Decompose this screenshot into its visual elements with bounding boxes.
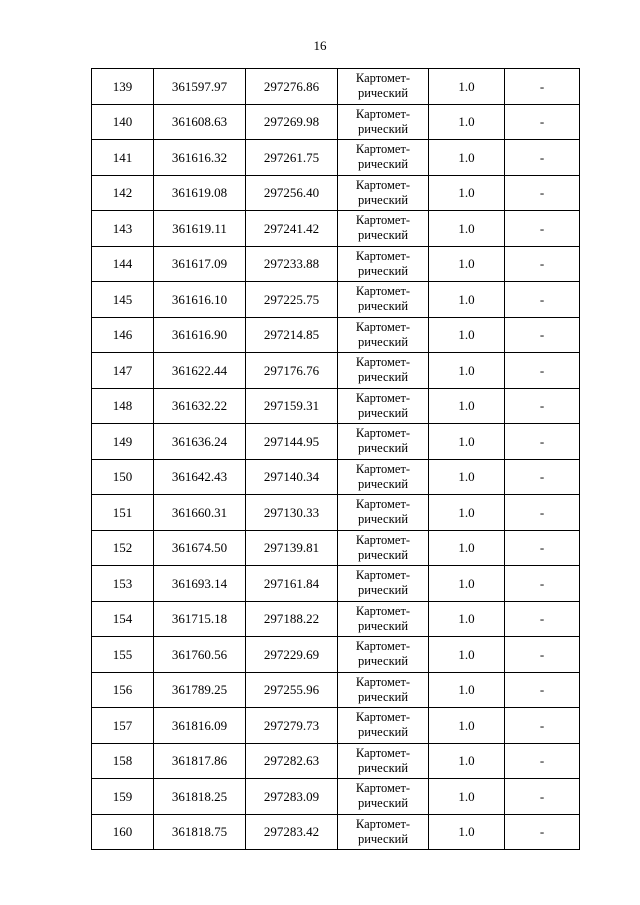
method-line-2: рический xyxy=(357,476,409,491)
accuracy-cell: 1.0 xyxy=(429,708,505,744)
point-number-cell: 140 xyxy=(92,104,154,140)
note-cell: - xyxy=(505,814,580,850)
method-line-1: Картомет- xyxy=(355,177,411,192)
accuracy-cell: 1.0 xyxy=(429,566,505,602)
method-line-2: рический xyxy=(357,405,409,420)
method-cell xyxy=(338,353,429,389)
note-cell: - xyxy=(505,779,580,815)
x-coordinate-cell: 361789.25 xyxy=(154,672,246,708)
table-row xyxy=(92,601,580,637)
method-line-2: рический xyxy=(357,512,409,527)
accuracy-cell: 1.0 xyxy=(429,495,505,531)
table-row xyxy=(92,495,580,531)
method-line-1: Картомет- xyxy=(355,781,411,796)
y-coordinate-cell: 297140.34 xyxy=(246,459,338,495)
method-line-1: Картомет- xyxy=(355,497,411,512)
table-row xyxy=(92,353,580,389)
y-coordinate-cell: 297139.81 xyxy=(246,530,338,566)
x-coordinate-cell: 361693.14 xyxy=(154,566,246,602)
y-coordinate-cell: 297161.84 xyxy=(246,566,338,602)
method-line-1: Картомет- xyxy=(355,603,411,618)
accuracy-cell: 1.0 xyxy=(429,69,505,105)
note-cell: - xyxy=(505,282,580,318)
note-cell: - xyxy=(505,637,580,673)
point-number-cell: 147 xyxy=(92,353,154,389)
table-row xyxy=(92,140,580,176)
accuracy-cell: 1.0 xyxy=(429,743,505,779)
point-number-cell: 146 xyxy=(92,317,154,353)
method-line-1: Картомет- xyxy=(355,532,411,547)
method-line-2: рический xyxy=(357,796,409,811)
table-row xyxy=(92,175,580,211)
y-coordinate-cell: 297283.09 xyxy=(246,779,338,815)
note-cell: - xyxy=(505,246,580,282)
method-cell xyxy=(338,814,429,850)
method-line-1: Картомет- xyxy=(355,426,411,441)
method-line-2: рический xyxy=(357,121,409,136)
point-number-cell: 150 xyxy=(92,459,154,495)
x-coordinate-cell: 361616.10 xyxy=(154,282,246,318)
method-cell xyxy=(338,779,429,815)
table-row xyxy=(92,317,580,353)
method-cell xyxy=(338,637,429,673)
method-line-2: рический xyxy=(357,370,409,385)
point-number-cell: 145 xyxy=(92,282,154,318)
note-cell: - xyxy=(505,708,580,744)
method-cell xyxy=(338,495,429,531)
method-cell xyxy=(338,317,429,353)
point-number-cell: 149 xyxy=(92,424,154,460)
table-row xyxy=(92,424,580,460)
point-number-cell: 139 xyxy=(92,69,154,105)
method-line-1: Картомет- xyxy=(355,71,411,86)
method-line-1: Картомет- xyxy=(355,639,411,654)
x-coordinate-cell: 361619.08 xyxy=(154,175,246,211)
method-line-2: рический xyxy=(357,831,409,846)
method-cell xyxy=(338,424,429,460)
y-coordinate-cell: 297279.73 xyxy=(246,708,338,744)
x-coordinate-cell: 361674.50 xyxy=(154,530,246,566)
method-line-2: рический xyxy=(357,299,409,314)
y-coordinate-cell: 297256.40 xyxy=(246,175,338,211)
table-row xyxy=(92,388,580,424)
table-row xyxy=(92,814,580,850)
x-coordinate-cell: 361632.22 xyxy=(154,388,246,424)
note-cell: - xyxy=(505,530,580,566)
table-row xyxy=(92,211,580,247)
method-cell xyxy=(338,140,429,176)
note-cell: - xyxy=(505,175,580,211)
x-coordinate-cell: 361715.18 xyxy=(154,601,246,637)
coordinates-table-body xyxy=(92,69,580,850)
note-cell: - xyxy=(505,104,580,140)
table-row xyxy=(92,459,580,495)
accuracy-cell: 1.0 xyxy=(429,814,505,850)
y-coordinate-cell: 297229.69 xyxy=(246,637,338,673)
method-line-2: рический xyxy=(357,334,409,349)
accuracy-cell: 1.0 xyxy=(429,317,505,353)
method-cell xyxy=(338,601,429,637)
table-row xyxy=(92,104,580,140)
note-cell: - xyxy=(505,424,580,460)
y-coordinate-cell: 297176.76 xyxy=(246,353,338,389)
note-cell: - xyxy=(505,672,580,708)
accuracy-cell: 1.0 xyxy=(429,140,505,176)
x-coordinate-cell: 361818.75 xyxy=(154,814,246,850)
y-coordinate-cell: 297130.33 xyxy=(246,495,338,531)
method-line-1: Картомет- xyxy=(355,461,411,476)
coordinates-table xyxy=(91,68,580,850)
accuracy-cell: 1.0 xyxy=(429,672,505,708)
note-cell: - xyxy=(505,743,580,779)
table-row xyxy=(92,246,580,282)
method-line-1: Картомет- xyxy=(355,710,411,725)
x-coordinate-cell: 361816.09 xyxy=(154,708,246,744)
method-line-2: рический xyxy=(357,618,409,633)
method-line-1: Картомет- xyxy=(355,674,411,689)
method-cell xyxy=(338,211,429,247)
x-coordinate-cell: 361622.44 xyxy=(154,353,246,389)
table-row xyxy=(92,69,580,105)
x-coordinate-cell: 361817.86 xyxy=(154,743,246,779)
method-cell xyxy=(338,246,429,282)
method-line-2: рический xyxy=(357,725,409,740)
method-cell xyxy=(338,743,429,779)
y-coordinate-cell: 297261.75 xyxy=(246,140,338,176)
point-number-cell: 156 xyxy=(92,672,154,708)
note-cell: - xyxy=(505,388,580,424)
table-row xyxy=(92,672,580,708)
method-line-1: Картомет- xyxy=(355,816,411,831)
accuracy-cell: 1.0 xyxy=(429,459,505,495)
note-cell: - xyxy=(505,353,580,389)
method-line-2: рический xyxy=(357,157,409,172)
point-number-cell: 152 xyxy=(92,530,154,566)
accuracy-cell: 1.0 xyxy=(429,282,505,318)
method-line-1: Картомет- xyxy=(355,390,411,405)
method-cell xyxy=(338,175,429,211)
table-row xyxy=(92,743,580,779)
note-cell: - xyxy=(505,495,580,531)
note-cell: - xyxy=(505,566,580,602)
point-number-cell: 155 xyxy=(92,637,154,673)
method-line-2: рический xyxy=(357,760,409,775)
accuracy-cell: 1.0 xyxy=(429,530,505,566)
y-coordinate-cell: 297225.75 xyxy=(246,282,338,318)
table-row xyxy=(92,530,580,566)
y-coordinate-cell: 297241.42 xyxy=(246,211,338,247)
x-coordinate-cell: 361619.11 xyxy=(154,211,246,247)
x-coordinate-cell: 361642.43 xyxy=(154,459,246,495)
method-line-2: рический xyxy=(357,441,409,456)
table-row xyxy=(92,779,580,815)
accuracy-cell: 1.0 xyxy=(429,637,505,673)
y-coordinate-cell: 297269.98 xyxy=(246,104,338,140)
method-line-1: Картомет- xyxy=(355,142,411,157)
method-line-2: рический xyxy=(357,547,409,562)
accuracy-cell: 1.0 xyxy=(429,175,505,211)
method-cell xyxy=(338,459,429,495)
page-number: 16 xyxy=(313,38,327,53)
point-number-cell: 157 xyxy=(92,708,154,744)
method-line-2: рический xyxy=(357,654,409,669)
note-cell: - xyxy=(505,601,580,637)
y-coordinate-cell: 297255.96 xyxy=(246,672,338,708)
x-coordinate-cell: 361636.24 xyxy=(154,424,246,460)
method-cell xyxy=(338,282,429,318)
method-line-1: Картомет- xyxy=(355,319,411,334)
method-line-2: рический xyxy=(357,583,409,598)
point-number-cell: 141 xyxy=(92,140,154,176)
accuracy-cell: 1.0 xyxy=(429,211,505,247)
point-number-cell: 144 xyxy=(92,246,154,282)
x-coordinate-cell: 361616.32 xyxy=(154,140,246,176)
y-coordinate-cell: 297214.85 xyxy=(246,317,338,353)
point-number-cell: 160 xyxy=(92,814,154,850)
y-coordinate-cell: 297282.63 xyxy=(246,743,338,779)
method-cell xyxy=(338,530,429,566)
x-coordinate-cell: 361818.25 xyxy=(154,779,246,815)
x-coordinate-cell: 361597.97 xyxy=(154,69,246,105)
method-cell xyxy=(338,672,429,708)
note-cell: - xyxy=(505,69,580,105)
point-number-cell: 151 xyxy=(92,495,154,531)
x-coordinate-cell: 361616.90 xyxy=(154,317,246,353)
point-number-cell: 142 xyxy=(92,175,154,211)
x-coordinate-cell: 361608.63 xyxy=(154,104,246,140)
method-line-2: рический xyxy=(357,192,409,207)
y-coordinate-cell: 297233.88 xyxy=(246,246,338,282)
point-number-cell: 154 xyxy=(92,601,154,637)
method-line-2: рический xyxy=(357,228,409,243)
method-line-1: Картомет- xyxy=(355,106,411,121)
accuracy-cell: 1.0 xyxy=(429,104,505,140)
method-line-1: Картомет- xyxy=(355,745,411,760)
method-cell xyxy=(338,388,429,424)
method-cell xyxy=(338,708,429,744)
point-number-cell: 159 xyxy=(92,779,154,815)
point-number-cell: 148 xyxy=(92,388,154,424)
method-cell xyxy=(338,566,429,602)
accuracy-cell: 1.0 xyxy=(429,601,505,637)
y-coordinate-cell: 297283.42 xyxy=(246,814,338,850)
note-cell: - xyxy=(505,317,580,353)
accuracy-cell: 1.0 xyxy=(429,388,505,424)
accuracy-cell: 1.0 xyxy=(429,424,505,460)
x-coordinate-cell: 361617.09 xyxy=(154,246,246,282)
method-line-2: рический xyxy=(357,86,409,101)
table-row xyxy=(92,637,580,673)
method-line-1: Картомет- xyxy=(355,355,411,370)
table-row xyxy=(92,708,580,744)
x-coordinate-cell: 361660.31 xyxy=(154,495,246,531)
method-cell xyxy=(338,104,429,140)
y-coordinate-cell: 297144.95 xyxy=(246,424,338,460)
method-line-1: Картомет- xyxy=(355,248,411,263)
point-number-cell: 143 xyxy=(92,211,154,247)
method-cell xyxy=(338,69,429,105)
x-coordinate-cell: 361760.56 xyxy=(154,637,246,673)
table-row xyxy=(92,282,580,318)
note-cell: - xyxy=(505,459,580,495)
y-coordinate-cell: 297159.31 xyxy=(246,388,338,424)
point-number-cell: 158 xyxy=(92,743,154,779)
accuracy-cell: 1.0 xyxy=(429,246,505,282)
note-cell: - xyxy=(505,140,580,176)
accuracy-cell: 1.0 xyxy=(429,353,505,389)
y-coordinate-cell: 297188.22 xyxy=(246,601,338,637)
y-coordinate-cell: 297276.86 xyxy=(246,69,338,105)
method-line-1: Картомет- xyxy=(355,568,411,583)
point-number-cell: 153 xyxy=(92,566,154,602)
method-line-1: Картомет- xyxy=(355,284,411,299)
note-cell: - xyxy=(505,211,580,247)
method-line-2: рический xyxy=(357,263,409,278)
accuracy-cell: 1.0 xyxy=(429,779,505,815)
method-line-1: Картомет- xyxy=(355,213,411,228)
table-row xyxy=(92,566,580,602)
method-line-2: рический xyxy=(357,689,409,704)
